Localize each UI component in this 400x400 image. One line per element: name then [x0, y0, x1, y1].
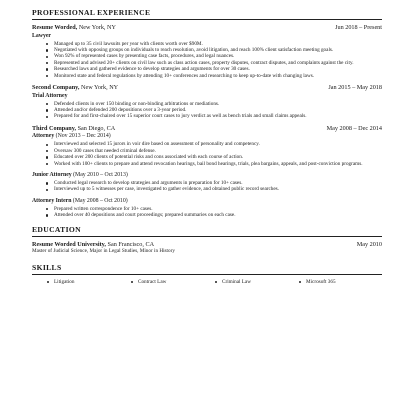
company-location: San Diego, CA: [77, 124, 116, 132]
company-location: New York, NY: [81, 84, 119, 92]
skills-section-title: SKILLS: [32, 263, 382, 275]
job-dates: May 2008 – Dec 2014: [326, 124, 382, 132]
job-header: [32, 24, 382, 32]
skill-item: Litigation: [46, 279, 130, 285]
company-location: New York, NY: [78, 24, 116, 31]
school-location: San Francisco, CA: [107, 240, 155, 248]
skill-item: Criminal Law: [214, 279, 298, 285]
skills-list: [32, 279, 382, 285]
company-name: Resume Worded,: [32, 24, 78, 31]
role-title: Attorney (Nov 2013 – Dec 2014): [32, 133, 111, 140]
bullet-item: Oversaw 300 cases that needed criminal defense.: [54, 148, 382, 154]
bullet-list: [32, 206, 382, 219]
role-dates: (Nov 2013 – Dec 2014): [55, 133, 111, 140]
job-header: [32, 125, 382, 133]
bullet-item: Educated over 200 clients of potential risks and cons associated with each course of action.: [54, 154, 382, 160]
degree-text: Master of Judicial Science, Major in Legal Studies, Minor in History: [32, 248, 175, 255]
bullet-list: [32, 180, 382, 193]
bullet-item: Prepared written correspondence for 10+ cases.: [54, 206, 382, 212]
job-header: [32, 84, 382, 92]
bullet-item: Interviewed up to 5 witnesses per case, investigated to gather evidence, and obtained public record searches.: [54, 186, 382, 192]
role-dates: (May 2010 – Oct 2013): [73, 172, 128, 179]
bullet-item: Conducted legal research to develop strategies and arguments in preparation for 10+ cases.: [54, 180, 382, 186]
role-title: Lawyer: [32, 32, 51, 39]
job-dates: Jan 2015 – May 2018: [328, 84, 382, 92]
bullet-list: [32, 41, 382, 79]
bullet-list: [32, 141, 382, 167]
role-title: Trial Attorney: [32, 92, 68, 99]
bullet-item: Represented and advised 20+ clients on civil law such as class action cases, property disputes, contract disputes, and complaints against the city.: [54, 60, 382, 66]
bullet-item: Researched laws and gathered evidence to develop strategies and arguments for over 30 cases.: [54, 66, 382, 72]
skill-item: Contract Law: [130, 279, 214, 285]
skill-item: Microsoft 365: [298, 279, 382, 285]
school-name: Resume Worded University,: [32, 240, 106, 248]
company-name: Second Company,: [32, 84, 80, 92]
role-title: Junior Attorney (May 2010 – Oct 2013): [32, 172, 128, 179]
bullet-item: Attended and/or defended 200 depositions over a 3-year period.: [54, 107, 382, 113]
job-entry: [32, 125, 382, 219]
bullet-item: Interviewed and selected 15 jurors in voir dire based on assessment of personality and competency.: [54, 141, 382, 147]
experience-section-title: PROFESSIONAL EXPERIENCE: [32, 8, 382, 20]
bullet-item: Monitored state and federal regulations by attending 10+ conferences and researching to keep up-to-date with changing laws.: [54, 73, 382, 79]
company-name: Third Company,: [32, 124, 77, 132]
role-title: Attorney Intern (May 2008 – Oct 2010): [32, 197, 128, 204]
bullet-item: Managed up to 35 civil lawsuits per year with clients worth over $90M.: [54, 41, 382, 47]
job-entry: [32, 84, 382, 120]
role-dates: (May 2008 – Oct 2010): [72, 197, 128, 204]
bullet-item: Won 92% of represented cases by presenting case facts, procedures, and legal nuances.: [54, 53, 382, 59]
bullet-item: Attended over 40 depositions and court proceedings; prepared summaries on each case.: [54, 212, 382, 218]
bullet-item: Worked with 100+ clients to prepare and attend revocation hearings, bail bond hearings, trials, plea bargains, appeals, and post-conviction programs.: [54, 161, 382, 167]
bullet-list: [32, 101, 382, 120]
education-section-title: EDUCATION: [32, 225, 382, 237]
education-dates: May 2010: [356, 240, 382, 248]
job-dates: Jun 2018 – Present: [335, 24, 382, 31]
bullet-item: Defended clients in over 150 binding or non-binding arbitrations or mediations.: [54, 101, 382, 107]
bullet-item: Negotiated with opposing groups on individuals to reach resolution, avoid litigation, and reach 100% client satisfaction meeting goals.: [54, 47, 382, 53]
job-entry: [32, 24, 382, 79]
bullet-item: Prepared for and first-chaired over 15 superior court cases to jury verdict as well as bench trials and small claims appeals.: [54, 113, 382, 119]
